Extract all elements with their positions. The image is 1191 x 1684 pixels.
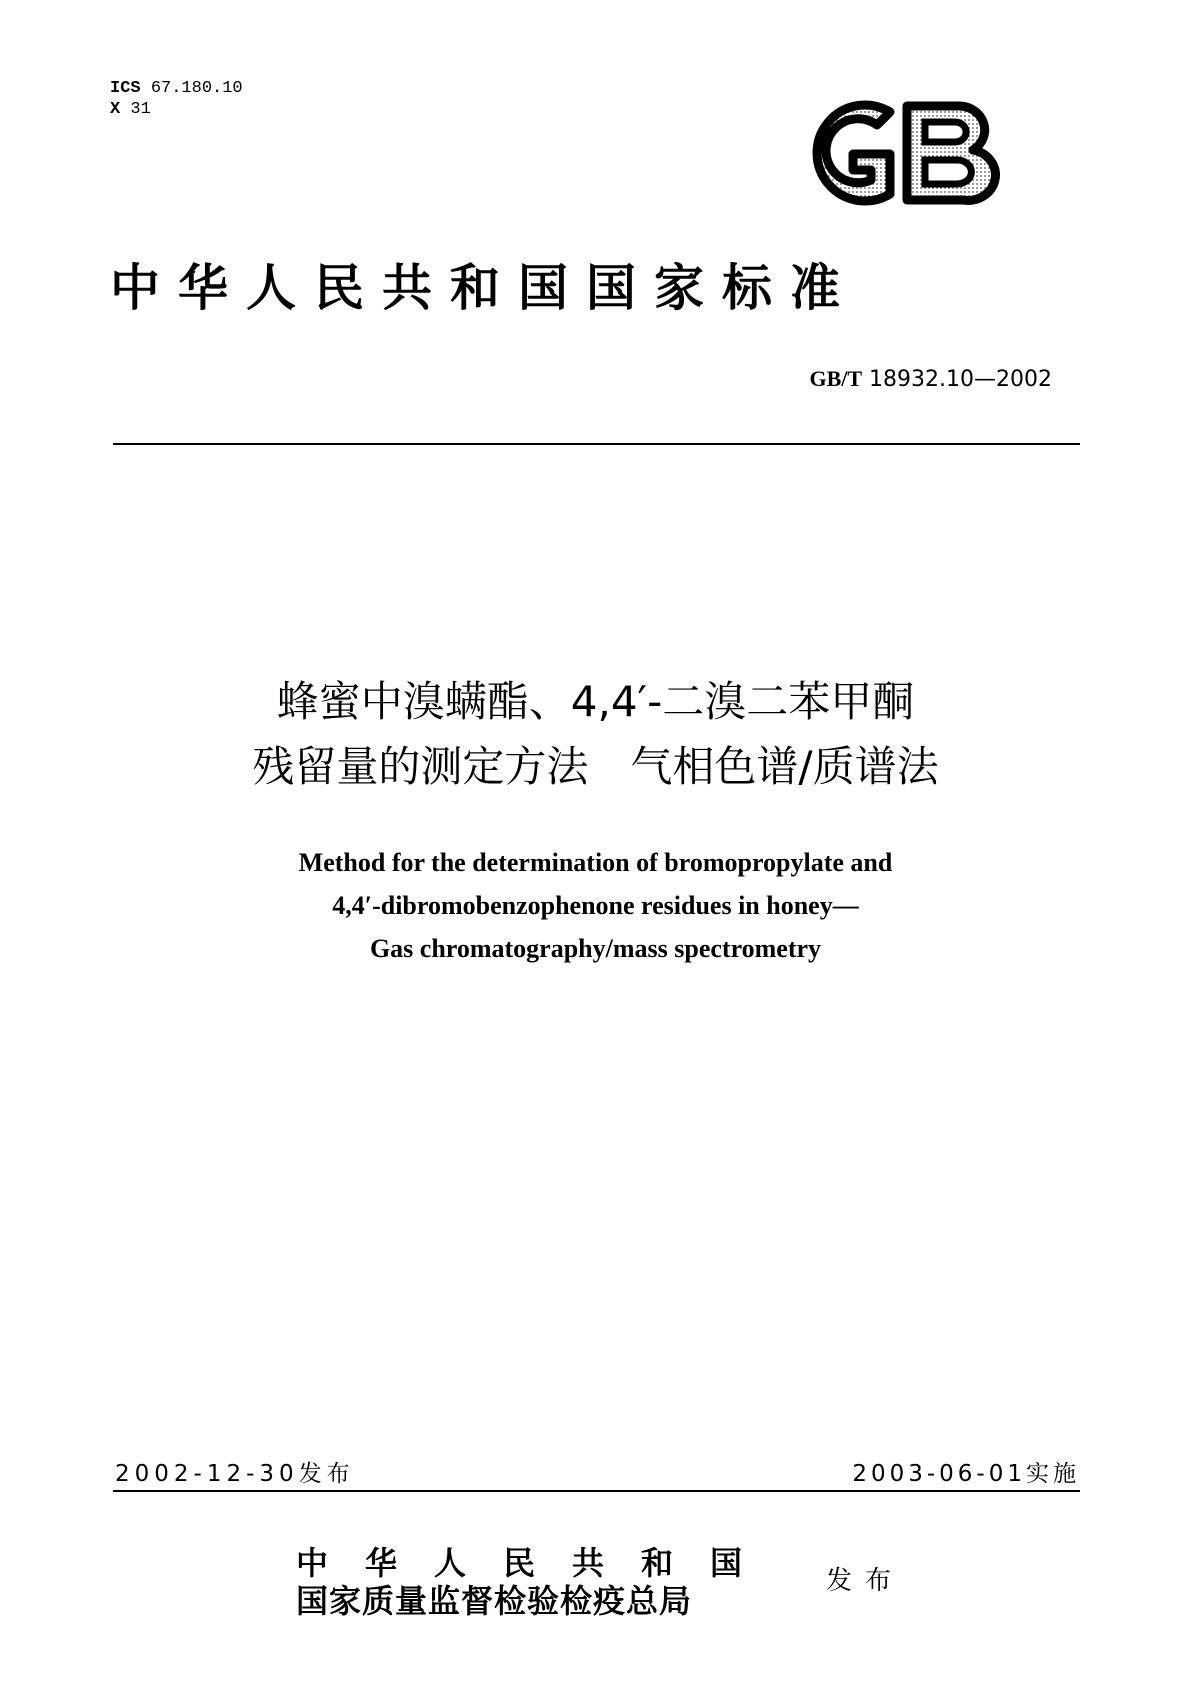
standard-code — [780, 366, 1052, 392]
issue-date: 2002-12-30发布 — [115, 1461, 355, 1487]
effective-date: 2003-06-01实施 — [852, 1461, 1080, 1487]
standard-category-title: 中华人民共和国国家标准 — [110, 258, 858, 317]
title-en-line3: Gas chromatography/mass spectrometry — [369, 934, 822, 963]
issue-action-label: 发布 — [826, 1566, 905, 1596]
gb-logo — [795, 98, 1000, 208]
issuer-line1: 中华人民共和国 — [296, 1544, 780, 1582]
standard-code-number: 18932.10—2002 — [869, 367, 1052, 392]
title-cn-line1: 蜂蜜中溴螨酯、4,4′-二溴二苯甲酮 — [276, 677, 915, 726]
ics-label: ICS — [110, 79, 141, 98]
title-en-line2: 4,4′-dibromobenzophenone residues in honey— — [332, 891, 859, 920]
bottom-divider — [113, 1490, 1080, 1492]
ics-value: 67.180.10 — [150, 79, 243, 98]
ccs-label: X — [110, 100, 121, 119]
title-cn-line2: 残留量的测定方法 气相色谱/质谱法 — [252, 742, 939, 791]
standard-code-prefix: GB/T — [809, 366, 863, 391]
title-en-line1: Method for the determination of bromopropylate and — [298, 848, 893, 877]
issuer-line2: 国家质量监督检验检疫总局 — [296, 1582, 693, 1620]
top-divider — [113, 443, 1080, 445]
ccs-value: 31 — [130, 100, 151, 119]
ics-code — [110, 79, 243, 99]
ccs-code — [110, 100, 151, 120]
